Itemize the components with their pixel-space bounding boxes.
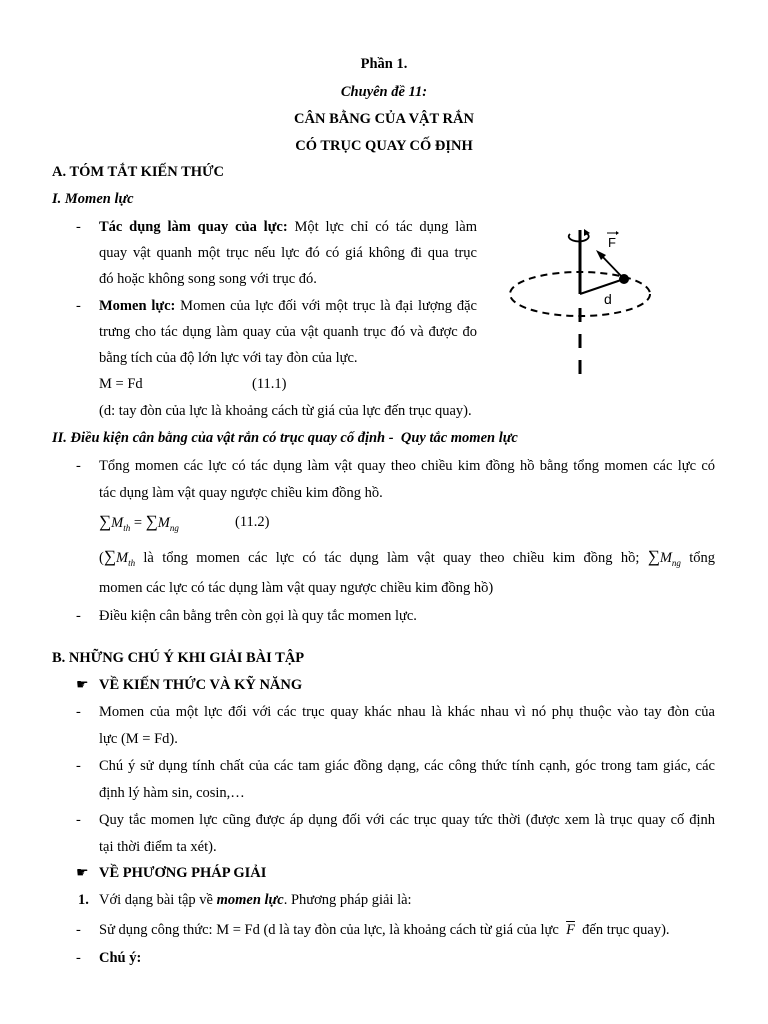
bullet-moment-line1 <box>99 298 477 315</box>
title-line-1: CÂN BẰNG CỦA VẬT RẮN <box>294 111 474 127</box>
moment-rule-note: Điều kiện cân bằng trên còn gọi là quy tắc momen lực. <box>99 608 417 624</box>
bullet-bold-term: Tác dụng làm quay của lực: <box>99 219 288 235</box>
pointing-hand-icon: ☛ <box>76 678 89 693</box>
dash-marker: - <box>76 298 81 314</box>
dash-marker: - <box>76 219 81 235</box>
torque-diagram <box>500 222 660 382</box>
bullet-moment-line3: bằng tích của độ lớn lực với tay đòn của lực. <box>99 350 358 366</box>
subsection-ii-heading-b: Quy tắc momen lực <box>400 430 518 446</box>
note-lever-arm: (d: tay đòn của lực là khoảng cách từ giá của lực đến trục quay). <box>99 403 472 419</box>
numbered-item-1: 1. <box>78 892 89 908</box>
subsection-ii-heading-a: II. Điều kiện cân bằng của vật rắn có trục quay cố định - <box>52 430 394 446</box>
note-item3-line1: Quy tắc momen lực cũng được áp dụng đối với các trục quay tức thời (được xem là trục quay cố định <box>99 812 715 828</box>
formula-moment-balance: $\sum M_{th} = \sum M_{ng}$ <box>99 512 179 533</box>
equilibrium-condition-line2: tác dụng làm vật quay ngược chiều kim đồng hồ. <box>99 485 383 501</box>
dash-marker: - <box>76 812 81 828</box>
bullet-text: Một lực chỉ có tác dụng làm <box>287 219 477 235</box>
bullet-moment-line2: trưng cho tác dụng làm quay của vật quanh trục đó và được đo <box>99 324 477 340</box>
note-moment-sums-line1: ($\sum M_{th}$ là tổng momen các lực có tác dụng làm vật quay theo chiều kim đồng hồ; $\sum M_{ng}$ tổng <box>99 547 716 568</box>
knowledge-skills-heading: VỀ KIẾN THỨC VÀ KỸ NĂNG <box>99 677 303 693</box>
bullet-text: Momen của lực đối với một trục là đại lượng đặc <box>175 298 477 314</box>
formula-number-11-1: (11.1) <box>252 376 287 392</box>
note-moment-sums-line2: momen các lực có tác dụng làm vật quay ngược chiều kim đồng hồ) <box>99 580 494 596</box>
note-label: Chú ý: <box>99 950 142 966</box>
force-vector <box>600 254 624 279</box>
title-line-2: CÓ TRỤC QUAY CỐ ĐỊNH <box>295 138 473 154</box>
dash-marker: - <box>76 608 81 624</box>
section-b-heading: B. NHỮNG CHÚ Ý KHI GIẢI BÀI TẬP <box>52 650 305 666</box>
note-item2-line1: Chú ý sử dụng tính chất của các tam giác đồng dạng, các công thức tính cạnh, góc trong tam giác, các <box>99 758 715 774</box>
subsection-i-heading: I. Momen lực <box>52 191 134 207</box>
bullet-torque-effect-line2: quay vật quanh một trục nếu lực đó có giá không đi qua trục <box>99 245 477 261</box>
formula-usage-note: Sử dụng công thức: M = Fd (d là tay đòn của lực, là khoảng cách từ giá của lực $\overline{F}$ đến trục quay). <box>99 922 670 938</box>
section-a-heading: A. TÓM TẮT KIẾN THỨC <box>52 164 225 180</box>
dash-marker: - <box>76 704 81 720</box>
dash-marker: - <box>76 758 81 774</box>
equilibrium-condition-line1: Tổng momen các lực có tác dụng làm vật quay theo chiều kim đồng hồ bằng tổng momen các lực có <box>99 458 715 474</box>
note-item1-line1: Momen của một lực đối với các trục quay khác nhau là khác nhau vì nó phụ thuộc vào tay đòn của <box>99 704 715 720</box>
subsection-ii-heading <box>52 430 518 447</box>
formula-moment: M = Fd <box>99 376 143 392</box>
dash-marker: - <box>76 950 81 966</box>
numbered-item-1-text: Với dạng bài tập về momen lực. Phương pháp giải là: <box>99 892 412 908</box>
pointing-hand-icon: ☛ <box>76 866 89 881</box>
note-item2-line2: định lý hàm sin, cosin,… <box>99 785 245 801</box>
dash-marker: - <box>76 458 81 474</box>
method-heading: VỀ PHƯƠNG PHÁP GIẢI <box>99 865 267 881</box>
topic-label: Chuyên đề 11: <box>340 84 428 100</box>
bullet-bold-term: Momen lực: <box>99 298 176 314</box>
lever-arm-line <box>580 279 624 294</box>
formula-number-11-2: (11.2) <box>235 514 270 530</box>
bullet-torque-effect-line3: đó hoặc không song song với trục đó. <box>99 271 317 287</box>
force-vector-symbol: $\overline{F}$ <box>566 922 575 938</box>
note-item1-line2: lực (M = Fd). <box>99 731 178 747</box>
note-item3-line2: tại thời điểm ta xét). <box>99 839 217 855</box>
bullet-torque-effect-line1 <box>99 219 477 236</box>
part-label: Phần 1. <box>360 56 408 72</box>
dash-marker: - <box>76 922 81 938</box>
force-label: F <box>608 235 616 250</box>
distance-label: d <box>604 291 612 307</box>
